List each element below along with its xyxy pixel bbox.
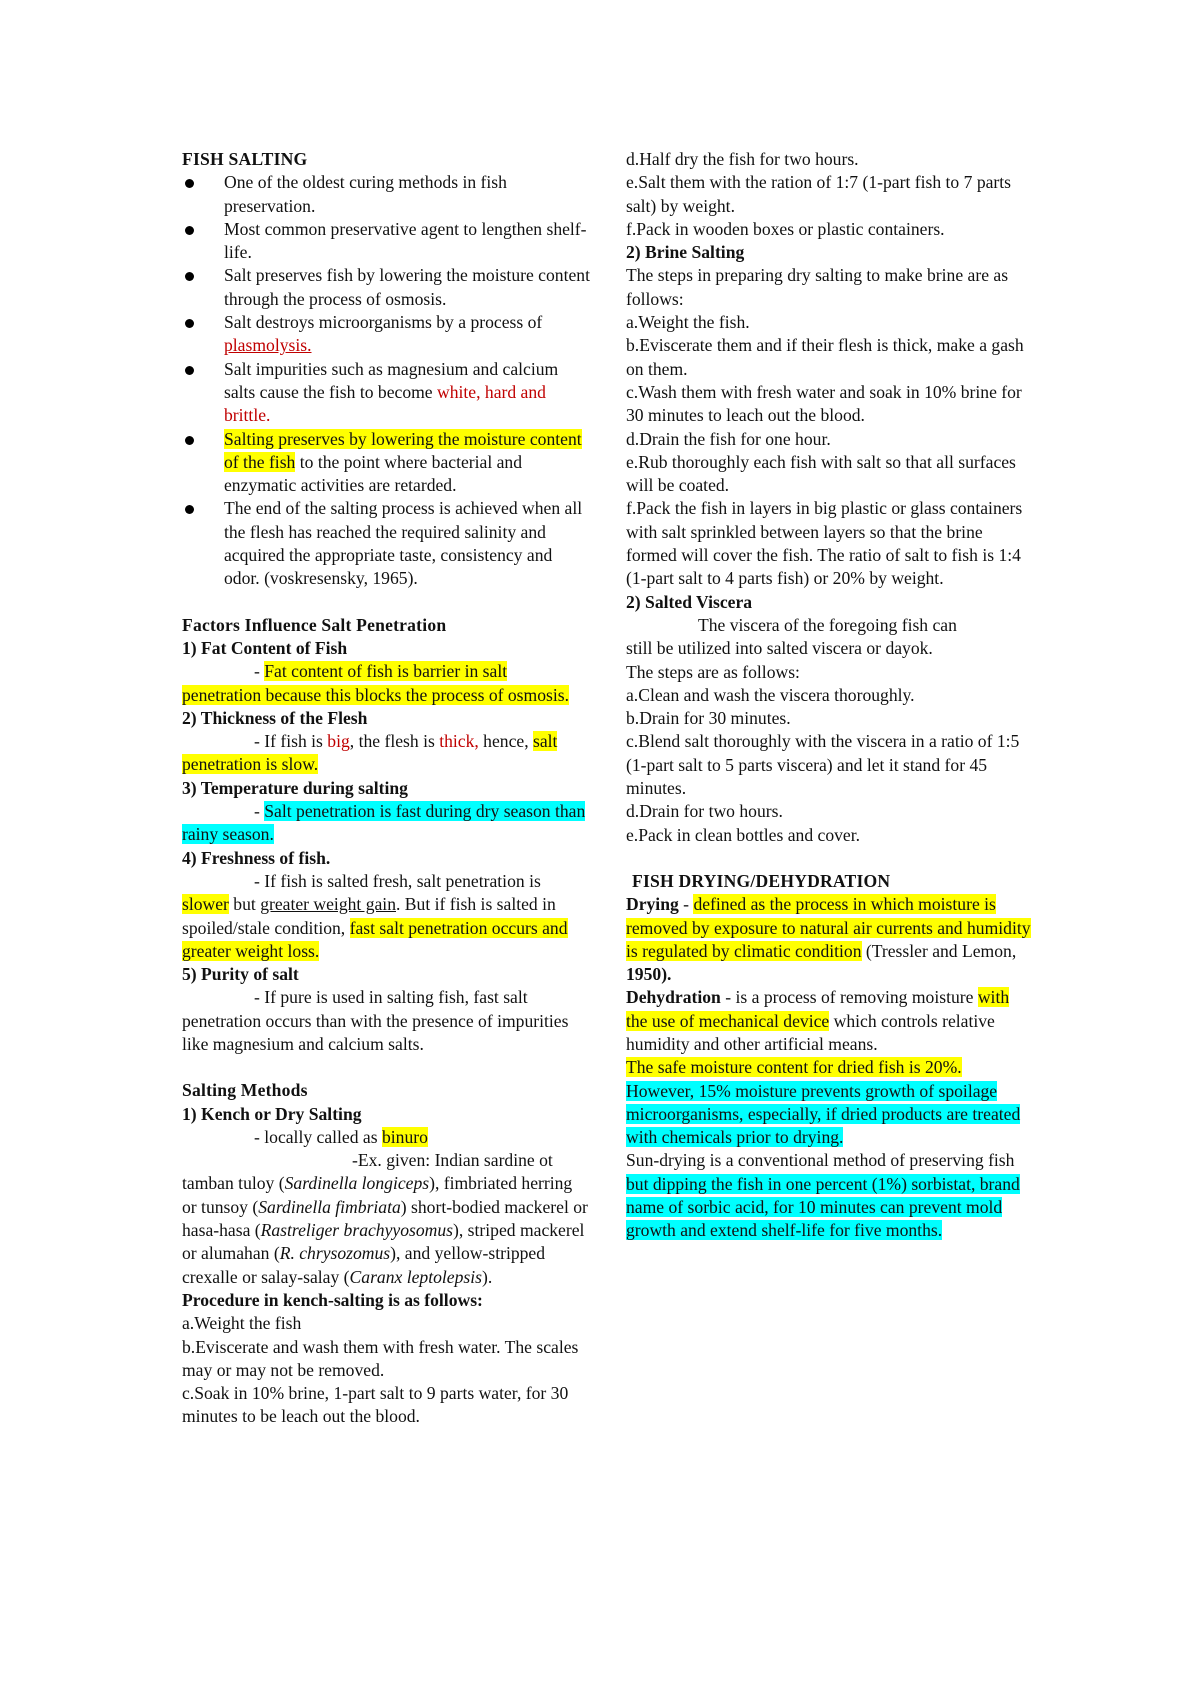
bullet-icon [185, 436, 194, 445]
bullet-item: Salt preserves fish by lowering the moisture content through the process of osmosis. [182, 264, 590, 311]
factor-1-heading: 1) Fat Content of Fish [182, 637, 348, 658]
factor-5-heading: 5) Purity of salt [182, 964, 299, 985]
factor-2-heading: 2) Thickness of the Flesh [182, 707, 368, 728]
bullet-icon [185, 505, 194, 514]
fish-salting-title: FISH SALTING [182, 149, 308, 169]
plasmolysis-term: plasmolysis. [224, 335, 312, 356]
bullet-item: Salting preserves by lowering the moisture content of the fish to the point where bacterial and enzymatic activities are retarded. [182, 428, 590, 498]
bullet-item: Most common preservative agent to lengthen shelf-life. [182, 218, 590, 265]
dehydration-definition: Dehydration - is a process of removing moisture with the use of mechanical device which controls relative humidity and other artificial means. [626, 987, 1010, 1054]
viscera-step: d.Drain for two hours. [626, 801, 783, 822]
viscera-step: e.Pack in clean bottles and cover. [626, 824, 861, 845]
factor-4-heading: 4) Freshness of fish. [182, 847, 331, 868]
moisture-content: The safe moisture content for dried fish is 20%. However, 15% moisture prevents growth of spoilage microorganisms, especially, if dried products are treated with chemicals prior to drying. [626, 1057, 1021, 1148]
right-column [626, 148, 1034, 1243]
procedure-step: f.Pack in wooden boxes or plastic containers. [626, 218, 945, 239]
salted-viscera-heading: 2) Salted Viscera [626, 591, 753, 612]
salting-methods-title: Salting Methods [182, 1080, 308, 1101]
bullet-icon [185, 272, 194, 281]
viscera-intro: The steps are as follows: [626, 661, 800, 682]
viscera-step: c.Blend salt thoroughly with the viscera in a ratio of 1:5 (1-part salt to 5 parts viscera) and let it stand for 45 minutes. [626, 731, 1020, 799]
bullet-item: Salt impurities such as magnesium and calcium salts cause the fish to become white, hard and brittle. [182, 358, 590, 428]
example-species: tamban tuloy (Sardinella longiceps), fimbriated herring or tunsoy (Sardinella fimbriata) short-bodied mackerel or hasa-hasa (Rastreliger brachyyosomus), striped mackerel or alumahan (R. chrysozomus), and yellow-stripped crexalle or salay-salay (Caranx leptolepsis). [182, 1173, 588, 1287]
brine-step: a.Weight the fish. [626, 312, 750, 333]
factor-3-heading: 3) Temperature during salting [182, 777, 408, 798]
procedure-heading: Procedure in kench-salting is as follows: [182, 1289, 483, 1310]
brine-intro: The steps in preparing dry salting to make brine are as follows: [626, 265, 1009, 309]
bullet-item: One of the oldest curing methods in fish preservation. [182, 171, 590, 218]
viscera-step: b.Drain for 30 minutes. [626, 708, 791, 729]
viscera-intro: still be utilized into salted viscera or dayok. [626, 638, 933, 659]
factor-3-text: - Salt penetration is fast during dry season than rainy season. [182, 801, 586, 845]
factor-1-text: - Fat content of fish is barrier in salt penetration because this blocks the process of osmosis. [182, 661, 569, 705]
brine-step: f.Pack the fish in layers in big plastic or glass containers with salt sprinkled between layers so that the brine formed will cover the fish. The ratio of salt to fish is 1:4 (1-part salt to 4 parts fish) or 20% by weight. [626, 498, 1023, 589]
bullet-item: Salt destroys microorganisms by a process of plasmolysis. [182, 311, 590, 358]
fish-drying-title: FISH DRYING/DEHYDRATION [632, 870, 891, 891]
brine-salting-heading: 2) Brine Salting [626, 242, 745, 263]
procedure-step: e.Salt them with the ration of 1:7 (1-part fish to 7 parts salt) by weight. [626, 172, 1012, 216]
sun-drying: Sun-drying is a conventional method of preserving fish but dipping the fish in one percent (1%) sorbistat, brand name of sorbic acid, for 10 minutes can prevent mold growth and extend shelf-life for five months. [626, 1150, 1020, 1241]
bullet-icon [185, 319, 194, 328]
factor-2-text: - If fish is big, the flesh is thick, hence, salt penetration is slow. [182, 731, 558, 775]
brine-step: b.Eviscerate them and if their flesh is thick, make a gash on them. [626, 335, 1024, 379]
example-lead: -Ex. given: Indian sardine ot [352, 1150, 553, 1171]
method-1-local-name: - locally called as binuro [254, 1126, 428, 1147]
procedure-step: d.Half dry the fish for two hours. [626, 149, 859, 169]
procedure-step: b.Eviscerate and wash them with fresh water. The scales may or may not be removed. [182, 1336, 579, 1380]
viscera-step: a.Clean and wash the viscera thoroughly. [626, 684, 915, 705]
viscera-intro: The viscera of the foregoing fish can [698, 614, 957, 635]
procedure-step: a.Weight the fish [182, 1313, 302, 1334]
drying-definition: Drying - defined as the process in which moisture is removed by exposure to natural air currents and humidity is regulated by climatic condition (Tressler and Lemon, 1950). [626, 894, 1031, 985]
factor-5-text: - If pure is used in salting fish, fast salt penetration occurs than with the presence of impurities like magnesium and calcium salts. [182, 987, 569, 1054]
bullet-item: The end of the salting process is achieved when all the flesh has reached the required salinity and acquired the appropriate taste, consistency and odor. (voskresensky, 1965). [182, 497, 590, 590]
red-emphasis: white, hard and brittle. [224, 381, 546, 426]
salting-bullet-list [182, 171, 590, 590]
bullet-icon [185, 226, 194, 235]
brine-step: d.Drain the fish for one hour. [626, 428, 831, 449]
factors-title: Factors Influence Salt Penetration [182, 614, 447, 635]
left-column [182, 148, 590, 1429]
brine-step: c.Wash them with fresh water and soak in 10% brine for 30 minutes to leach out the blood. [626, 381, 1022, 426]
method-1-heading: 1) Kench or Dry Salting [182, 1103, 362, 1124]
factor-4-text: - If fish is salted fresh, salt penetration is slower but greater weight gain. But if fish is salted in spoiled/stale condition, fast salt penetration occurs and greater weight loss. [182, 870, 568, 961]
brine-step: e.Rub thoroughly each fish with salt so that all surfaces will be coated. [626, 451, 1016, 496]
bullet-icon [185, 179, 194, 188]
bullet-icon [185, 366, 194, 375]
procedure-step: c.Soak in 10% brine, 1-part salt to 9 parts water, for 30 minutes to be leach out the blood. [182, 1383, 569, 1427]
yellow-highlight: Salting preserves by lowering the moisture content of the fish [224, 428, 582, 472]
